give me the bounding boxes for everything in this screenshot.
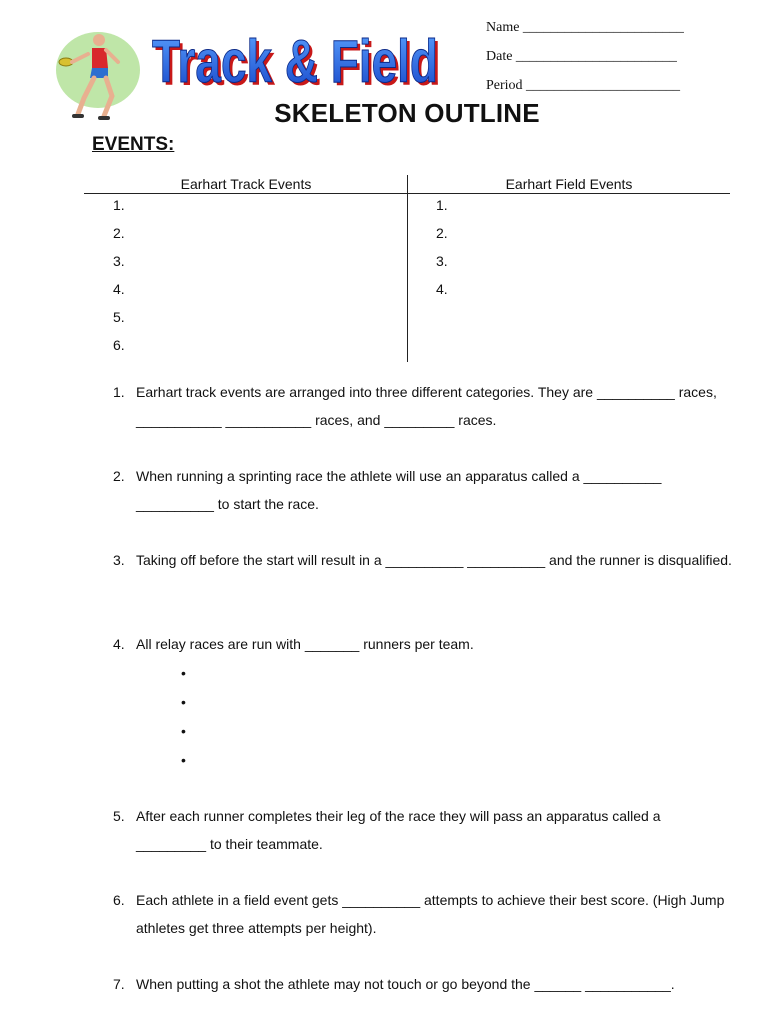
- track-event-item: 5.: [113, 309, 125, 325]
- question-number: 4.: [113, 636, 125, 652]
- question-number: 3.: [113, 552, 125, 568]
- track-events-list: [113, 195, 125, 363]
- question-number: 2.: [113, 468, 125, 484]
- track-event-item: 6.: [113, 337, 125, 353]
- events-heading: EVENTS:: [92, 134, 175, 155]
- bullet-item: •: [181, 694, 186, 710]
- period-field[interactable]: Period ______________________: [486, 78, 681, 93]
- bullet-item: •: [181, 752, 186, 768]
- field-event-item: 1.: [436, 197, 448, 213]
- name-field[interactable]: Name _______________________: [486, 20, 684, 35]
- question-1: [113, 378, 733, 434]
- page-subtitle: SKELETON OUTLINE: [274, 98, 540, 128]
- track-event-item: 1.: [113, 197, 125, 213]
- question-text: Taking off before the start will result in a __________ __________ and the runner is disqualified.: [136, 552, 732, 568]
- question-number: 1.: [113, 384, 125, 400]
- bullet-item: •: [181, 665, 186, 681]
- field-events-list: [436, 195, 448, 307]
- bullet-item: •: [181, 723, 186, 739]
- date-field[interactable]: Date _______________________: [486, 49, 677, 64]
- field-events-column-title: Earhart Field Events: [505, 176, 633, 192]
- field-event-item: 3.: [436, 253, 448, 269]
- question-6: [113, 886, 733, 942]
- question-number: 5.: [113, 808, 125, 824]
- track-and-field-wordart: [148, 28, 444, 92]
- question-3: [113, 546, 733, 574]
- question-text: When putting a shot the athlete may not touch or go beyond the ______ ___________.: [136, 976, 675, 992]
- question-text: Earhart track events are arranged into three different categories. They are __________ races, ___________ ___________ races, and _________ races.: [136, 384, 717, 428]
- question-text: All relay races are run with _______ runners per team.: [136, 636, 474, 652]
- question-number: 6.: [113, 892, 125, 908]
- field-event-item: 2.: [436, 225, 448, 241]
- track-event-item: 4.: [113, 281, 125, 297]
- question-text: After each runner completes their leg of the race they will pass an apparatus called a _________ to their teammate.: [136, 808, 661, 852]
- field-event-item: 4.: [436, 281, 448, 297]
- student-info-fields: [486, 16, 684, 103]
- relay-bullet-list: [181, 660, 186, 776]
- track-event-item: 3.: [113, 253, 125, 269]
- svg-text:Track & Field: Track & Field: [152, 28, 438, 92]
- question-text: When running a sprinting race the athlete will use an apparatus called a __________ __________ to start the race.: [136, 468, 662, 512]
- question-5: [113, 802, 733, 858]
- question-number: 7.: [113, 976, 125, 992]
- question-4: [113, 630, 733, 658]
- question-7: [113, 970, 733, 998]
- question-text: Each athlete in a field event gets __________ attempts to achieve their best score. (High Jump athletes get three attempts per height).: [136, 892, 725, 936]
- track-events-column-title: Earhart Track Events: [180, 176, 312, 192]
- table-column-divider: [407, 175, 408, 362]
- svg-text:Track & Field: Track & Field: [155, 31, 441, 92]
- question-2: [113, 462, 733, 518]
- track-event-item: 2.: [113, 225, 125, 241]
